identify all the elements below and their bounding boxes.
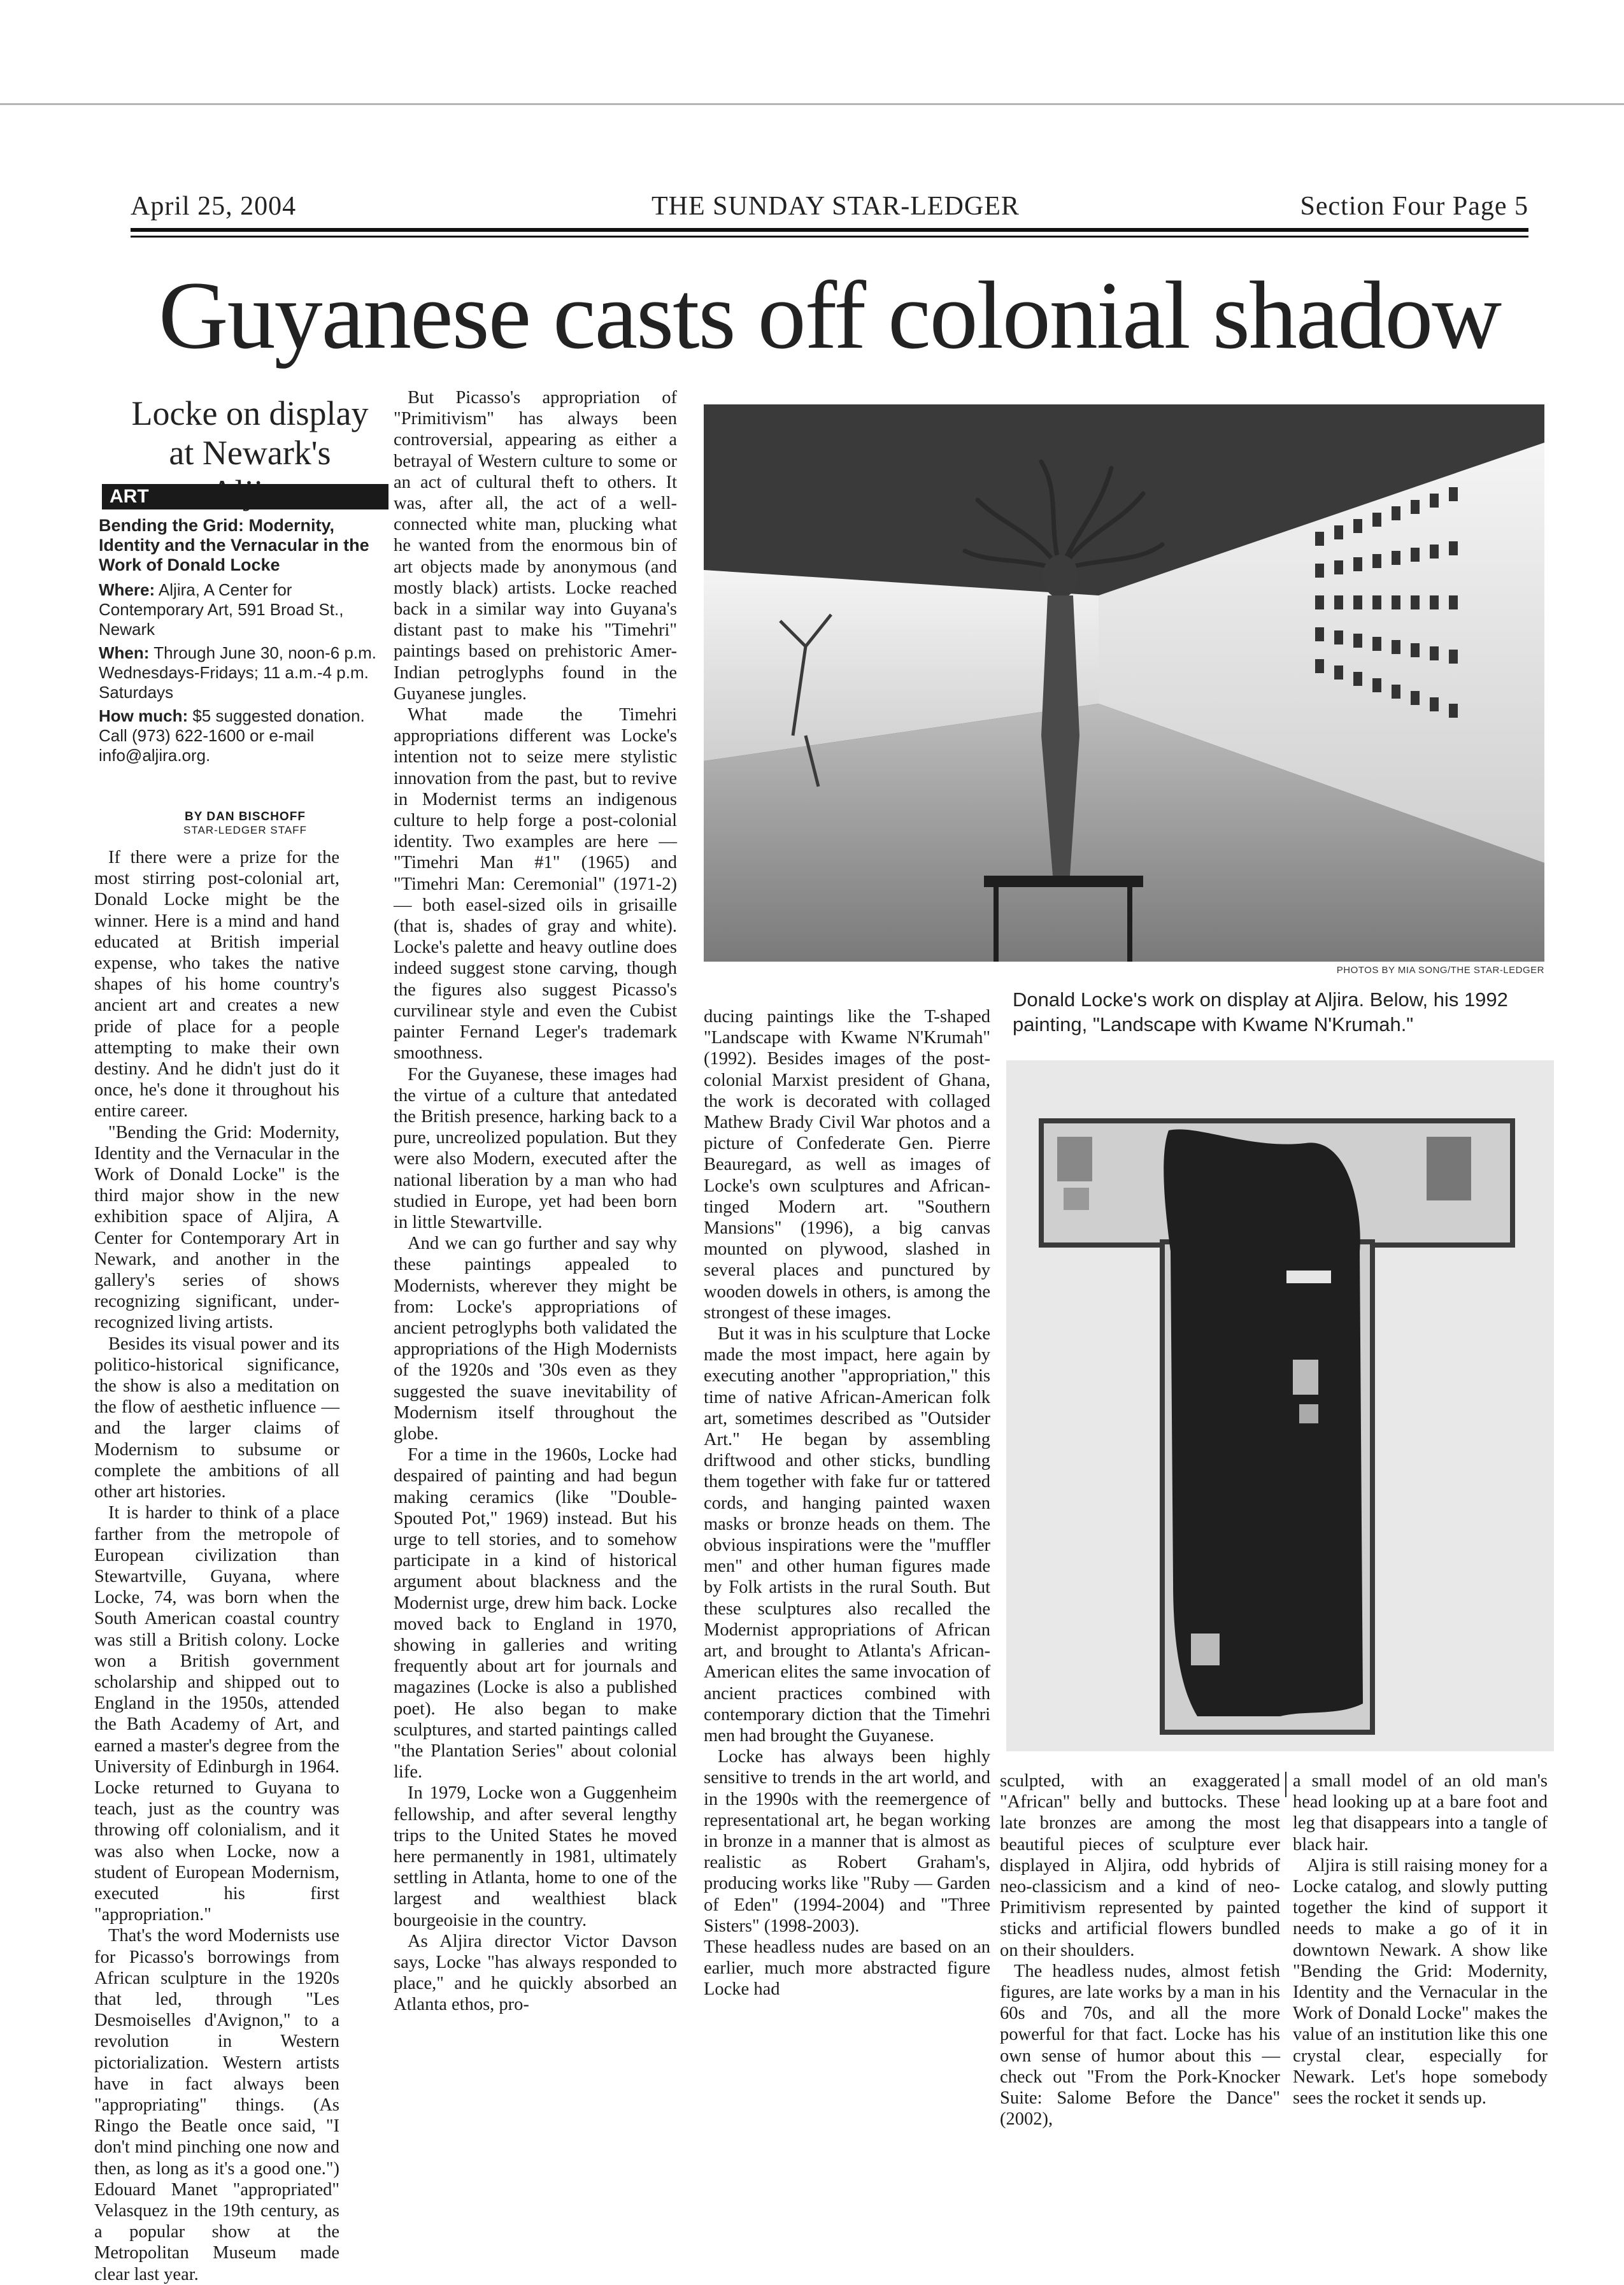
paragraph: "Bending the Grid: Modernity, Identity and the Vernacular in the Work of Donald Locke" is the third major show in the new exhibition space of Aljira, A Center for Contemporary Art in Newark, and another in the gallery's series of shows recognizing significant, under-recognized living artists. (94, 1122, 339, 1333)
info-when-label: When: (99, 643, 150, 662)
gallery-photo (704, 404, 1544, 962)
byline-staff: STAR-LEDGER STAFF (183, 824, 307, 836)
gallery-photo-image (704, 404, 1544, 962)
photo-credit: PHOTOS BY MIA SONG/THE STAR-LEDGER (1336, 965, 1544, 976)
article-column-2 (394, 387, 677, 2016)
paragraph: Besides its visual power and its politico-historical significance, the show is also a meditation on the flow of aesthetic influence — and the larger claims of Modernism to subsume or complete the ambitions of all other art histories. (94, 1334, 339, 1502)
masthead-paper-name: THE SUNDAY STAR-LEDGER (652, 192, 1020, 221)
paragraph: As Aljira director Victor Davson says, Locke "has always responded to place," and he quickly absorbed an Atlanta ethos, pro- (394, 1931, 677, 2015)
info-when-value: Through June 30, noon-6 p.m. Wednesdays-Fridays; 11 a.m.-4 p.m. Saturdays (99, 643, 376, 702)
paragraph: sculpted, with an exaggerated "African" belly and buttocks. These late bronzes are among the most beautiful pieces of sculpture ever displayed in Aljira, odd hybrids of neo-classicism and a kind of neo-Primitivism represented by painted sticks and artificial flowers bundled on their shoulders. (1000, 1771, 1280, 1960)
paragraph: For the Guyanese, these images had the virtue of a culture that antedated the British presence, harking back to a pure, uncreolized population. But they were also Modern, executed after the national liberation by a man who had studied in Europe, yet had been born in little Stewartville. (394, 1064, 677, 1232)
info-how-much-value: $5 suggested donation. Call (973) 622-1600 or e-mail info@aljira.org. (99, 706, 365, 765)
masthead-date: April 25, 2004 (131, 192, 297, 221)
headline: Guyanese casts off colonial shadow (158, 262, 1501, 369)
article-column-5 (1293, 1770, 1548, 2109)
paragraph: And we can go further and say why these paintings appealed to Modernists, wherever they might be from: Locke's appropriations of ancient petroglyphs both validated the appropriations of the High Modernists of the 1920s and '30s even as they suggested the suave inevitability of Modernism itself throughout the globe. (394, 1234, 677, 1444)
paragraph: ducing paintings like the T-shaped "Landscape with Kwame N'Krumah" (1992). Besides images of the post-colonial Marxist president of Ghana, the work is decorated with collaged Mathew Brady Civil War photos and a picture of Confederate Gen. Pierre Beauregard, as well as images of Locke's own sculptures and African-tinged Modern art. "Southern Mansions" (1996), a big canvas mounted on plywood, slashed in several places and punctured by wooden dowels in others, is among the strongest of these images. (704, 1007, 990, 1323)
paragraph: If there were a prize for the most stirring post-colonial art, Donald Locke might be the winner. Here is a mind and hand educated at British imperial expense, who takes the native shapes of his home country's ancient art and creates a new pride of place for a people attempting to make their own destiny. And he didn't just do it once, he's done it throughout his entire career. (94, 848, 339, 1121)
paragraph: Aljira is still raising money for a Locke catalog, and slowly putting together the kind of support it needs to make a go of it in downtown Newark. A show like "Bending the Grid: Modernity, Identity and the Vernacular in the Work of Donald Locke" makes the value of an institution like this one crystal clear, especially for Newark. Let's hope somebody sees the rocket it sends up. (1293, 1855, 1548, 2109)
painting-photo-image (1006, 1060, 1554, 1751)
painting-photo (1006, 1060, 1554, 1751)
article-column-3 (704, 1006, 990, 2000)
info-where-value: Aljira, A Center for Contemporary Art, 591 Broad St., Newark (99, 580, 344, 639)
paragraph: That's the word Modernists use for Picasso's borrowings from African sculpture in the 1920s that led, through "Les Desmoiselles d'Avignon," to a revolution in Western pictorialization. Western artists have in fact always been "appropriating" things. (As Ringo the Beatle once said, "I don't mind pinching one now and then, as long as it's a good one.") Edouard Manet "appropriated" Velasquez in the 19th century, as a popular show at the Metropolitan Museum made clear last year. (94, 1926, 339, 2284)
exhibit-title: Bending the Grid: Modernity, Identity and the Vernacular in the Work of Donald Locke (99, 516, 369, 574)
masthead-rule-thick (131, 228, 1528, 232)
byline (102, 810, 388, 837)
article-column-1 (94, 847, 339, 2285)
info-how-much (99, 706, 385, 765)
paragraph: But Picasso's appropriation of "Primitivism" has always been controversial, appearing as either a betrayal of Western culture to some or an act of cultural theft to others. It was, after all, the act of a well-connected white man, plucking what he wanted from the enormous bin of art objects made by anonymous (and mostly black) artists. Locke reached back in a similar way into Guyana's distant past to make his "Timehri" paintings based on prehistoric Amer-Indian petroglyphs found in the Guyanese jungles. (394, 388, 677, 704)
subhead: Locke on display at Newark's (131, 394, 369, 472)
article-column-4 (1000, 1770, 1280, 2130)
info-where-label: Where: (99, 580, 155, 599)
exhibit-info-box (99, 516, 385, 769)
info-when (99, 643, 385, 702)
paragraph: What made the Timehri appropriations different was Locke's intention not to seize mere stylistic innovation from the past, but to revive in Modernist terms an indigenous culture to help forge a post-colonial identity. Two examples are here — "Timehri Man #1" (1965) and "Timehri Man: Ceremonial" (1971-2) — both easel-sized oils in grisaille (that is, shades of gray and white). Locke's palette and heavy outline does indeed suggest stone carving, though the figures also suggest Picasso's curvilinear style and even the Cubist painter Fernand Leger's trademark smoothness. (394, 705, 677, 1064)
column-divider (1285, 1772, 1286, 1797)
paragraph: Locke has always been highly sensitive to trends in the art world, and in the 1990s with the reemergence of representational art, he began working in bronze in a manner that is almost as realistic as Robert Graham's, producing works like "Ruby — Garden of Eden" (1994-2004) and "Three Sisters" (1998-2003). (704, 1747, 990, 1936)
paragraph: These headless nudes are based on an earlier, much more abstracted figure Locke had (704, 1937, 990, 2000)
masthead-rule-thin (131, 236, 1528, 238)
art-section-tag: ART (102, 484, 388, 509)
photo-caption: Donald Locke's work on display at Aljira. Below, his 1992 painting, "Landscape with Kwame N'Krumah." (1013, 988, 1508, 1036)
paragraph: For a time in the 1960s, Locke had despaired of painting and had begun making ceramics (like "Double-Spouted Pot," 1969) instead. But his urge to tell stories, and to somehow participate in a kind of historical argument about blackness and the Modernist urge, drew him back. Locke moved back to England in 1970, showing in galleries and writing frequently about art for journals and magazines (Locke is also a published poet). He also began to make sculptures, and started paintings called "the Plantation Series" about colonial life. (394, 1445, 677, 1783)
byline-author: BY DAN BISCHOFF (185, 810, 306, 823)
paragraph: But it was in his sculpture that Locke made the most impact, here again by executing another "appropriation," this time of native African-American folk art, sometimes described as "Outsider Art." He began by assembling driftwood and other sticks, bundling them together with fake fur or tattered cords, and hanging painted waxen masks or bronze heads on them. The obvious inspirations were the "muffler men" and other human figures made by Folk artists in the rural South. But these sculptures also recalled the Modernist appropriations of African art, and brought to Atlanta's African-American elites the same invocation of ancient practices combined with contemporary diction that the Timehri men had brought the Guyanese. (704, 1324, 990, 1746)
masthead-section-page: Section Four Page 5 (1300, 192, 1528, 221)
paragraph: The headless nudes, almost fetish figures, are late works by a man in his 60s and 70s, and all the more powerful for that fact. Locke has his own sense of humor about this — check out "From the Pork-Knocker Suite: Salome Before the Dance" (2002), (1000, 1961, 1280, 2130)
scan-top-line (0, 103, 1624, 105)
paragraph: In 1979, Locke won a Guggenheim fellowship, and after several lengthy trips to the United States he moved here permanently in 1981, ultimately settling in Atlanta, home to one of the largest and wealthiest black bourgeoisie in the country. (394, 1783, 677, 1930)
info-how-much-label: How much: (99, 706, 189, 725)
masthead (131, 191, 1528, 229)
info-where (99, 580, 385, 639)
paragraph: It is harder to think of a place farther from the metropole of European civilization than Stewartville, Guyana, where Locke, 74, was born when the South American coastal country was still a British colony. Locke won a British government scholarship and shipped out to England in the 1950s, attended the Bath Academy of Art, and earned a master's degree from the University of Edinburgh in 1964. Locke returned to Guyana to teach, just as the country was throwing off colonialism, and it was also when Locke, now a student of European Modernism, executed his first "appropriation." (94, 1503, 339, 1925)
paragraph: a small model of an old man's head looking up at a bare foot and leg that disappears into a tangle of black hair. (1293, 1771, 1548, 1854)
